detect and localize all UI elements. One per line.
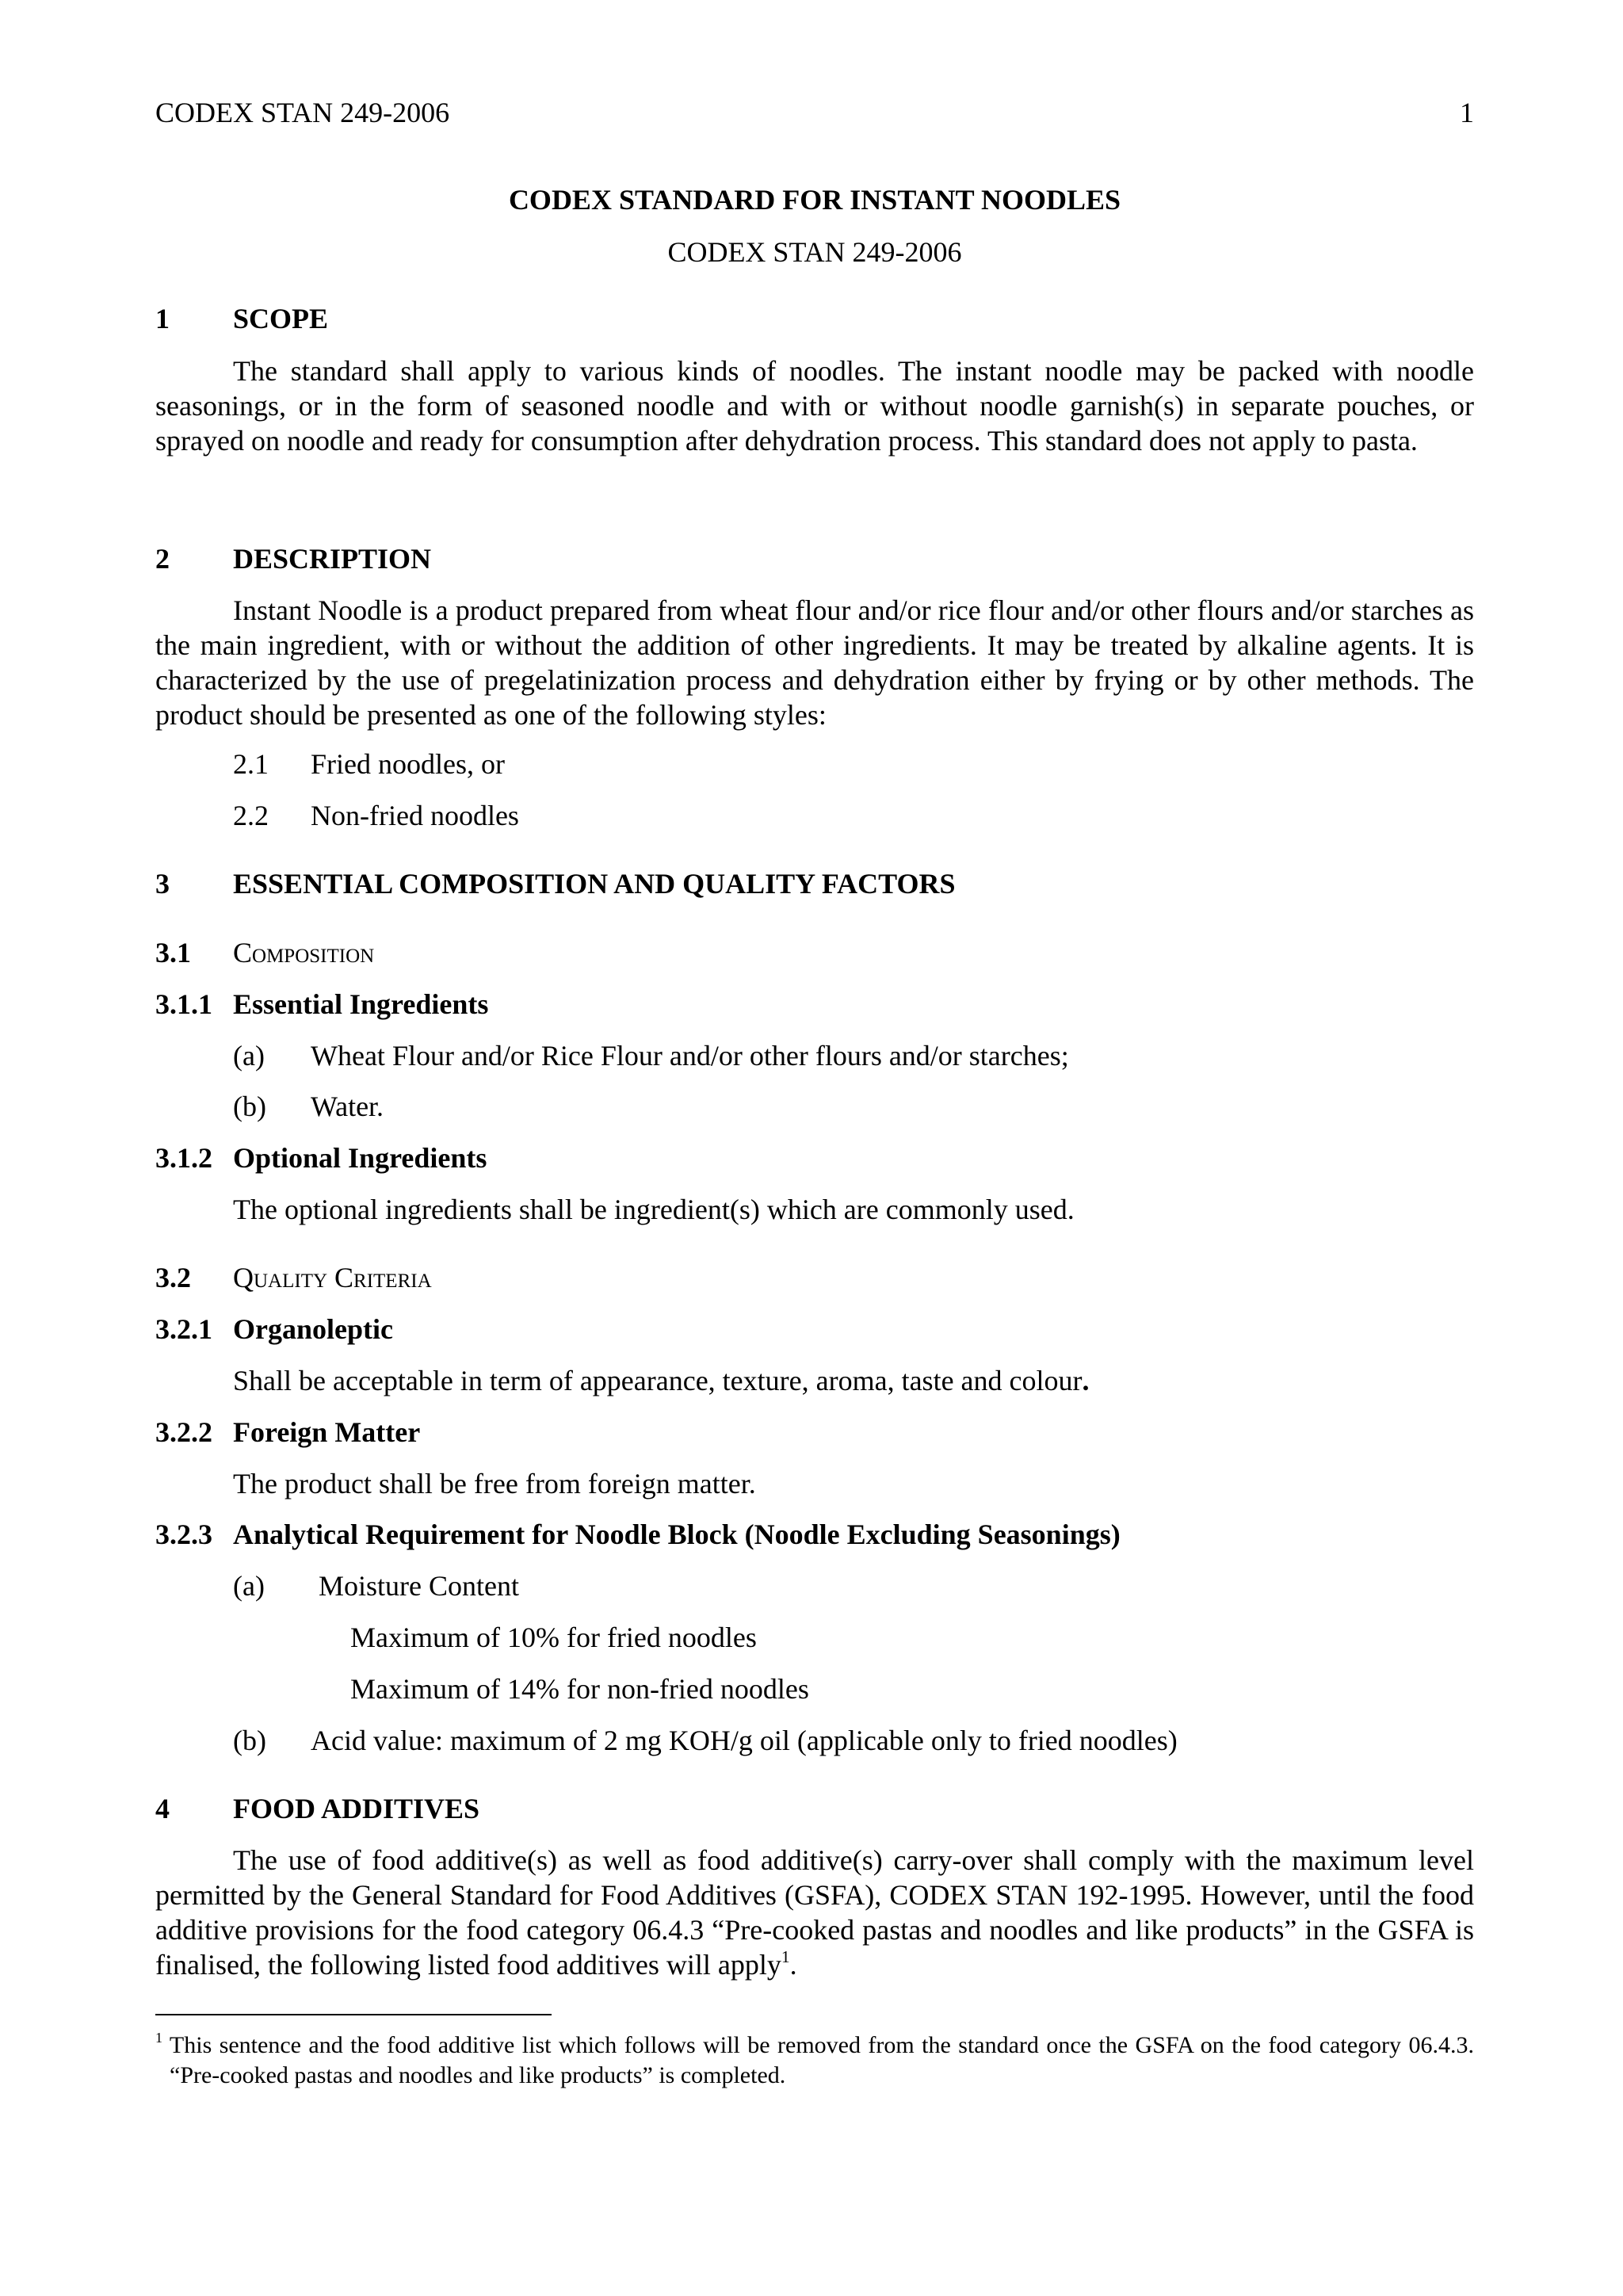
subsection-heading-optional-ingredients: 3.1.2 Optional Ingredients [155, 1142, 487, 1174]
food-additives-paragraph: The use of food additive(s) as well as food additive(s) carry-over shall comply with the maximum level permitted by the General Standard for Food Additives (GSFA), CODEX STAN 192-1995. However, until the food additive provisions for the food category 06.4.3 “Pre-cooked pastas and noodles and like products” in the GSFA is finalised, the following listed food additives will apply$^1$. [155, 1844, 1474, 1981]
section-title: SCOPE [233, 303, 329, 334]
subsection-heading-organoleptic: 3.2.1 Organoleptic [155, 1313, 393, 1345]
document-subtitle: CODEX STAN 249-2006 [667, 236, 962, 268]
section-heading-description [155, 541, 1474, 576]
subsection-heading-analytical-requirement: 3.2.3 Analytical Requirement for Noodle Block (Noodle Excluding Seasonings) [155, 1519, 1121, 1550]
list-item: 2.1 Fried noodles, or [233, 748, 505, 780]
document-title: CODEX STANDARD FOR INSTANT NOODLES [508, 184, 1121, 216]
foreign-matter-text: The product shall be free from foreign matter. [233, 1468, 756, 1499]
footnote-divider [155, 2014, 552, 2015]
subsection-heading-composition: 3.1 Composition [155, 937, 375, 968]
subsection-heading-foreign-matter: 3.2.2 Foreign Matter [155, 1416, 421, 1448]
section-heading-scope [155, 301, 1474, 336]
moisture-non-fried-limit: Maximum of 14% for non-fried noodles [350, 1673, 809, 1705]
footnote [155, 2030, 1474, 2091]
moisture-fried-limit: Maximum of 10% for fried noodles [350, 1622, 757, 1653]
list-item: (a) Wheat Flour and/or Rice Flour and/or other flours and/or starches; [233, 1040, 1069, 1072]
list-item: (b) Acid value: maximum of 2 mg KOH/g oil (applicable only to fried noodles) [233, 1725, 1178, 1756]
header-document-code: CODEX STAN 249-2006 [155, 97, 450, 128]
section-heading-composition-quality [155, 866, 1474, 901]
optional-ingredients-text: The optional ingredients shall be ingredient(s) which are commonly used. [233, 1194, 1075, 1225]
description-paragraph: Instant Noodle is a product prepared from wheat flour and/or rice flour and/or other flours and/or starches as the main ingredient, with or without the addition of other ingredients. It may be treated by alkaline agents. It is characterized by the use of pregelatinization process and dehydration either by frying or by other methods. The product should be presented as one of the following styles: [155, 594, 1474, 731]
list-item: 2.2 Non-fried noodles [233, 800, 519, 831]
scope-paragraph: The standard shall apply to various kinds of noodles. The instant noodle may be packed with noodle seasonings, or in the form of seasoned noodle and with or without noodle garnish(s) in separate pouches, or sprayed on noodle and ready for consumption after dehydration process. This standard does not apply to pasta. [155, 355, 1474, 457]
footnote-text: This sentence and the food additive list which follows will be removed from the standard once the GSFA on the food category 06.4.3. “Pre-cooked pastas and noodles and like products” is completed. [162, 2032, 1474, 2088]
footnote-mark: 1 [155, 2030, 162, 2046]
section-title: DESCRIPTION [233, 543, 432, 575]
section-number: 2 [155, 543, 170, 575]
section-heading-food-additives [155, 1791, 1474, 1826]
section-number: 3 [155, 868, 170, 900]
section-number: 4 [155, 1793, 170, 1824]
footnote-reference[interactable]: 1 [781, 1947, 790, 1966]
organoleptic-text: Shall be acceptable in term of appearance, texture, aroma, taste and colour. [233, 1365, 1090, 1396]
list-item: (b) Water. [233, 1091, 384, 1122]
section-title: FOOD ADDITIVES [233, 1793, 480, 1824]
page-number: 1 [1460, 97, 1474, 128]
list-item: (a) Moisture Content [233, 1570, 519, 1602]
subsection-heading-essential-ingredients: 3.1.1 Essential Ingredients [155, 988, 489, 1020]
subsection-heading-quality-criteria: 3.2 Quality Criteria [155, 1262, 432, 1293]
page-header [155, 95, 1474, 135]
section-number: 1 [155, 303, 170, 334]
section-title: ESSENTIAL COMPOSITION AND QUALITY FACTORS [233, 868, 956, 900]
